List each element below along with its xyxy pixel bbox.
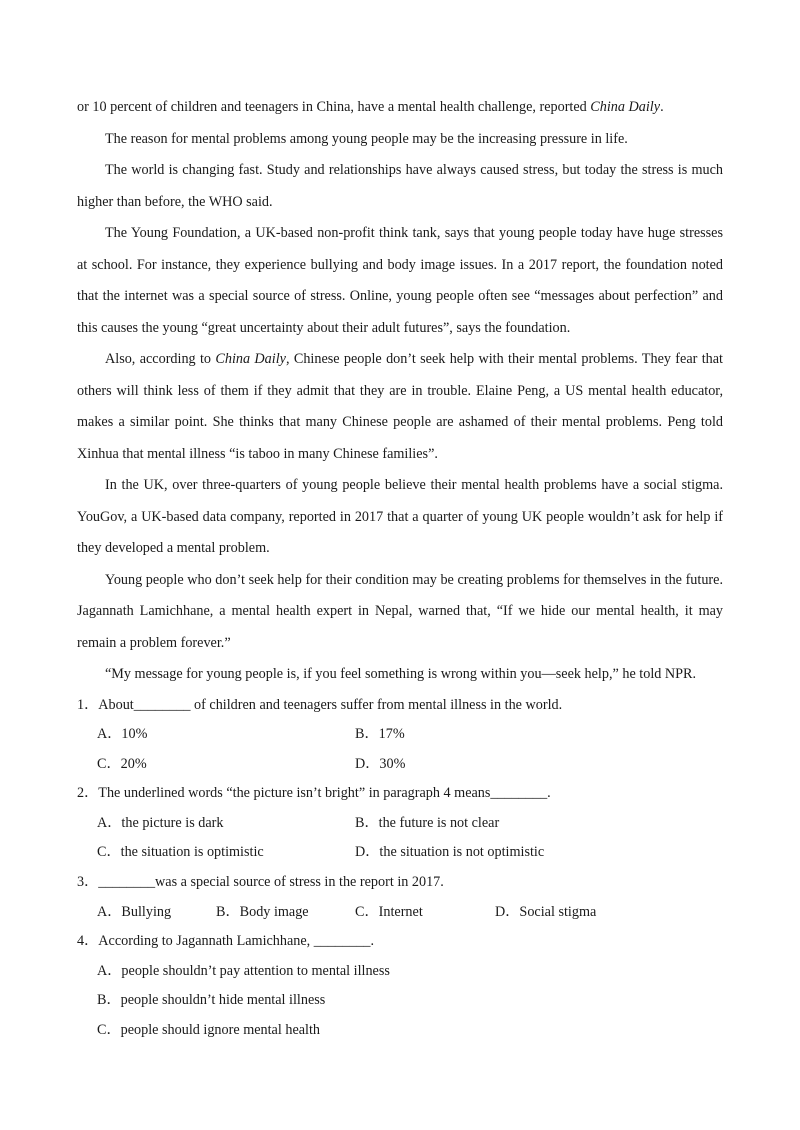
option-b[interactable]: B．Body image: [216, 903, 309, 920]
option-row: [77, 898, 723, 928]
option-d[interactable]: D．30%: [355, 755, 406, 772]
question-3: [77, 868, 723, 927]
publication-name: China Daily: [590, 99, 661, 115]
question-stem: 2．The underlined words “the picture isn’t bright” in paragraph 4 means________.: [77, 785, 551, 802]
option-c[interactable]: C．Internet: [355, 903, 423, 920]
document-page: [77, 92, 723, 1046]
passage-paragraph-1: The reason for mental problems among young people may be the increasing pressure in life.: [105, 130, 628, 147]
passage-paragraph-0: or 10 percent of children and teenagers in China, have a mental health challenge, reported China Daily.: [77, 99, 664, 115]
option-a[interactable]: A．10%: [97, 726, 148, 743]
option-c[interactable]: C．20%: [97, 755, 147, 772]
publication-name: China Daily: [215, 351, 286, 367]
option-c[interactable]: C．the situation is optimistic: [97, 844, 264, 861]
question-stem: 1．About________ of children and teenagers suffer from mental illness in the world.: [77, 696, 563, 713]
question-stem: 3．________was a special source of stress in the report in 2017.: [77, 874, 444, 891]
option-a[interactable]: A．people shouldn’t pay attention to mental illness: [97, 962, 390, 979]
question-1: [77, 691, 723, 780]
passage-paragraph-3: The Young Foundation, a UK-based non-profit think tank, says that young people today have huge stresses at school. For instance, they experience bullying and body image issues. In a 2017 report, the foundation noted that the internet was a special source of stress. Online, young people often see “messages about perfection” and this causes the young “great uncertainty about their adult futures”, says the foundation.: [77, 225, 723, 336]
option-row: [77, 809, 723, 839]
question-2: [77, 779, 723, 868]
option-b[interactable]: B．the future is not clear: [355, 814, 500, 831]
passage-paragraph-2: The world is changing fast. Study and relationships have always caused stress, but today the stress is much higher than before, the WHO said.: [77, 162, 723, 210]
option-b[interactable]: B．17%: [355, 726, 405, 743]
option-d[interactable]: D．the situation is not optimistic: [355, 844, 545, 861]
option-a[interactable]: A．the picture is dark: [97, 814, 224, 831]
question-stem: 4．According to Jagannath Lamichhane, ________.: [77, 933, 375, 950]
option-row: [77, 750, 723, 780]
passage-paragraph-5: In the UK, over three-quarters of young people believe their mental health problems have a social stigma. YouGov, a UK-based data company, reported in 2017 that a quarter of young UK people wouldn’t ask for help if they developed a mental problem.: [77, 477, 723, 556]
option-c[interactable]: C．people should ignore mental health: [97, 1022, 321, 1039]
passage-paragraph-7: “My message for young people is, if you feel something is wrong within you—seek help,” he told NPR.: [105, 666, 697, 682]
option-b[interactable]: B．people shouldn’t hide mental illness: [97, 992, 326, 1009]
option-a[interactable]: A．Bullying: [97, 903, 172, 920]
passage-paragraph-6: Young people who don’t seek help for their condition may be creating problems for themselves in the future. Jagannath Lamichhane, a mental health expert in Nepal, warned that, “If we hide our mental health, it may remain a problem forever.”: [77, 571, 723, 651]
passage-paragraph-4: Also, according to China Daily, Chinese people don’t seek help with their mental problems. They fear that others will think less of them if they admit that they are in trouble. Elaine Peng, a US mental health educator, makes a similar point. She thinks that many Chinese people are ashamed of their mental problems. Peng told Xinhua that mental illness “is taboo in many Chinese families”.: [77, 351, 723, 462]
option-d[interactable]: D．Social stigma: [495, 903, 597, 920]
option-row: [77, 838, 723, 868]
option-row: [77, 720, 723, 750]
question-4: [77, 927, 723, 1045]
